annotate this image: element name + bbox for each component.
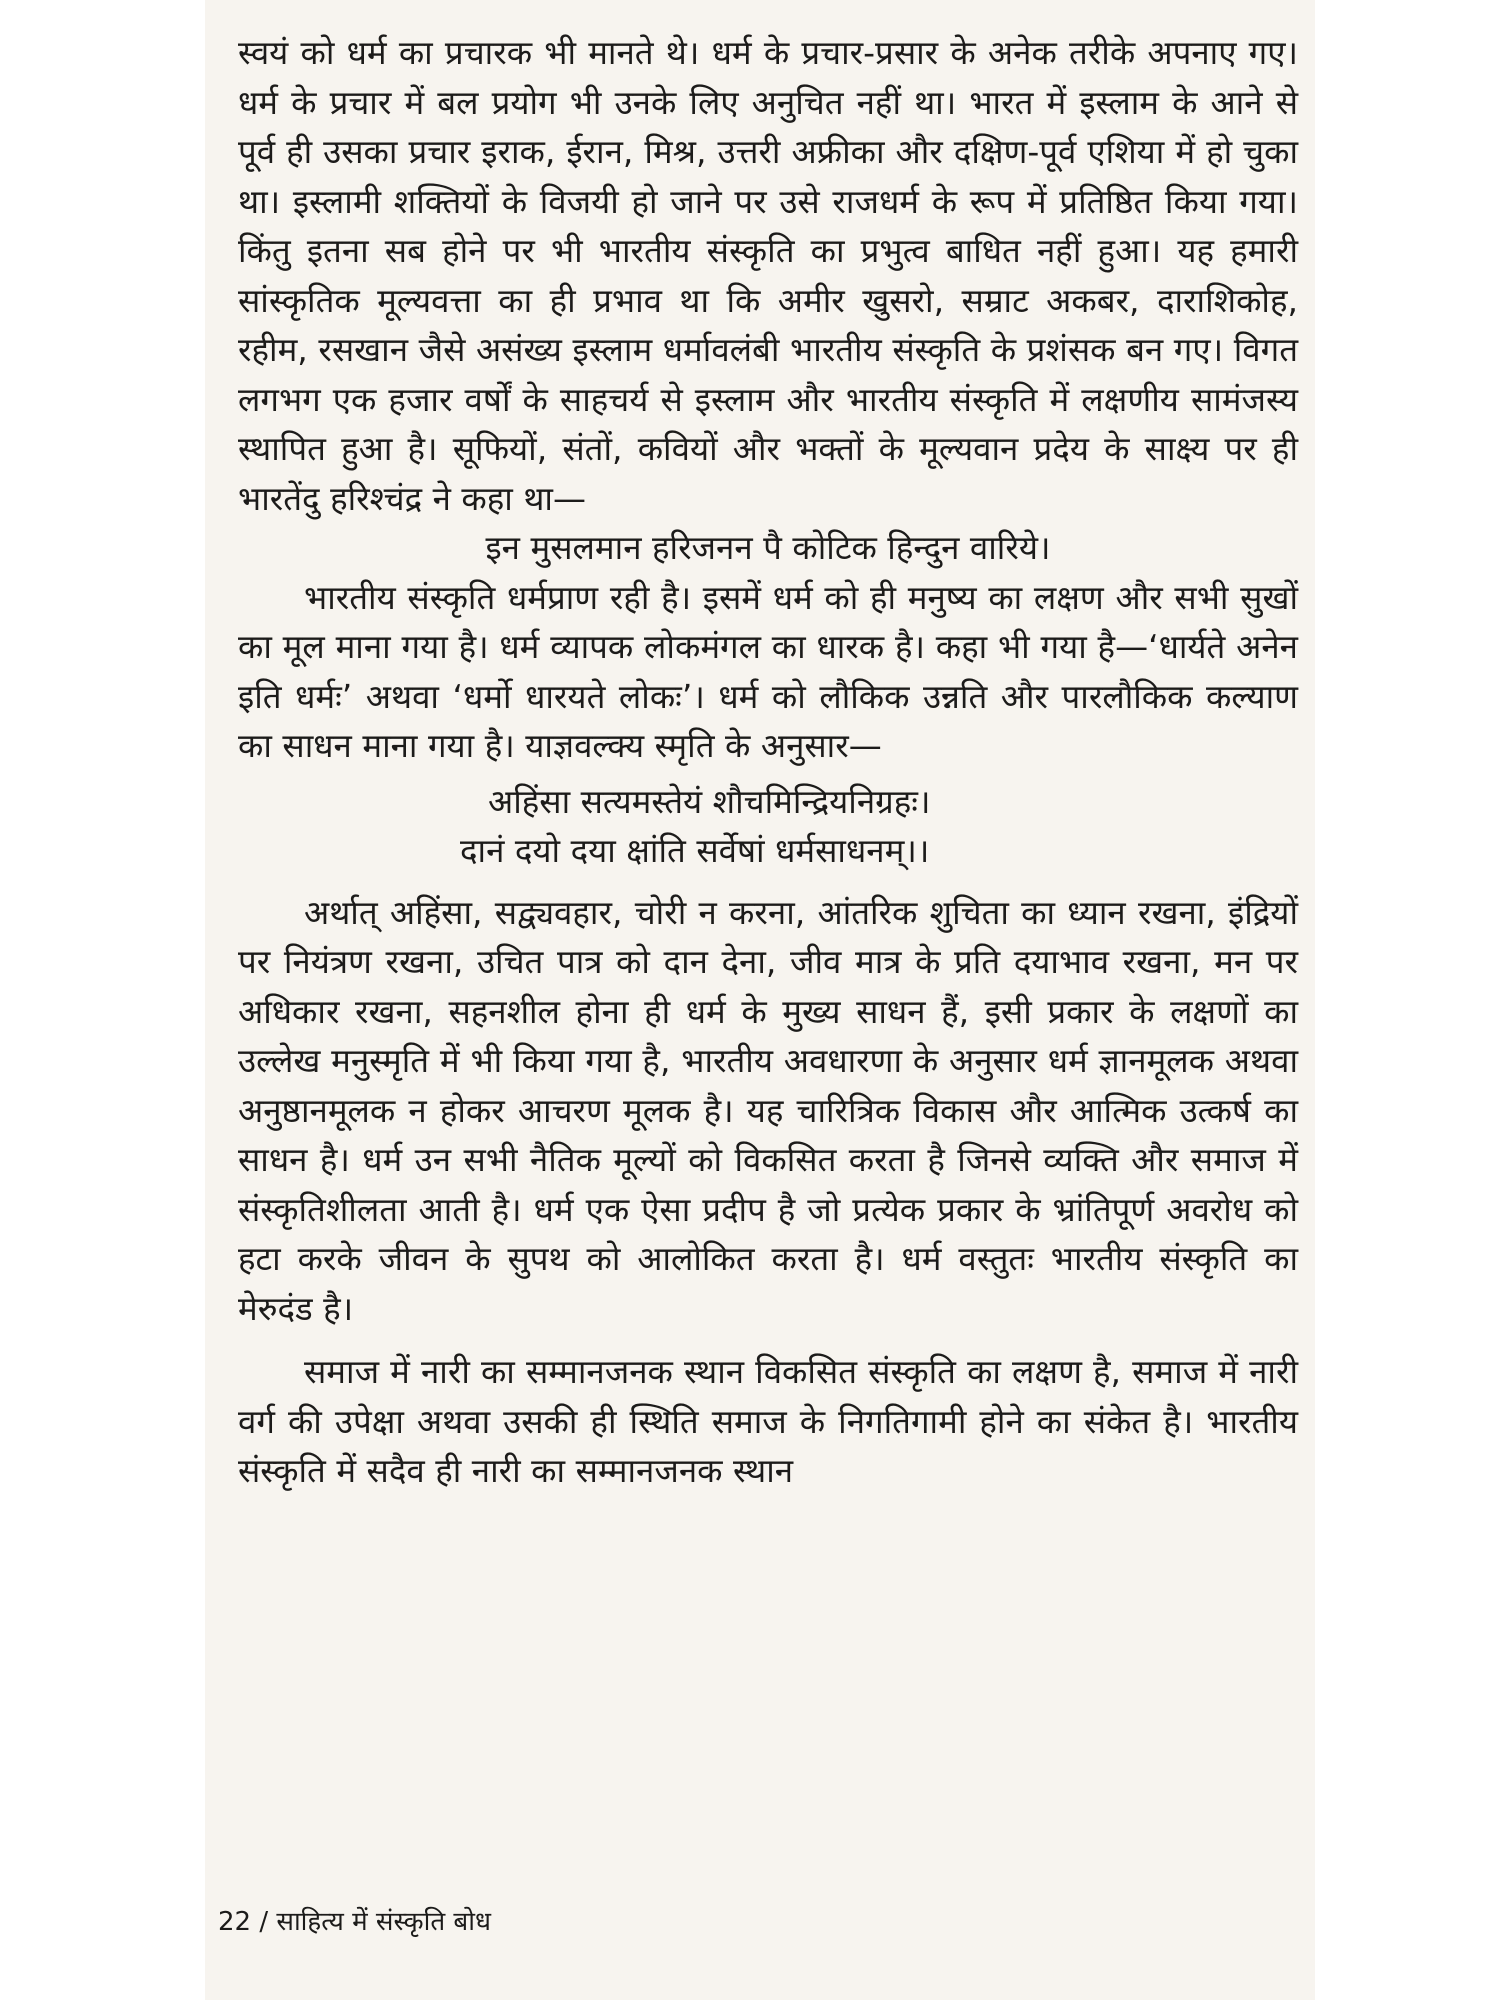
paragraph-women: समाज में नारी का सम्मानजनक स्थान विकसित संस्कृति का लक्षण है, समाज में नारी वर्ग की उपेक्षा अथवा उसकी ही स्थिति समाज के निगतिगामी होने का संकेत है। भारतीय संस्कृति में सदैव ही नारी का सम्मानजनक स्थान xyxy=(238,1352,1298,1490)
page-body xyxy=(238,28,1298,1496)
page-footer: 22 / साहित्य में संस्कृति बोध xyxy=(218,1907,491,1937)
paragraph-meaning: अर्थात् अहिंसा, सद्व्यवहार, चोरी न करना, आंतरिक शुचिता का ध्यान रखना, इंद्रियों पर नियंत्रण रखना, उचित पात्र को दान देना, जीव मात्र के प्रति दयाभाव रखना, मन पर अधिकार रखना, सहनशील होना ही धर्म के मुख्य साधन हैं, इसी प्रकार के लक्षणों का उल्लेख मनुस्मृति में भी किया गया है, भारतीय अवधारणा के अनुसार धर्म ज्ञानमूलक अथवा अनुष्ठानमूलक न होकर आचरण मूलक है। यह चारित्रिक विकास और आत्मिक उत्कर्ष का साधन है। धर्म उन सभी नैतिक मूल्यों को विकसित करता है जिनसे व्यक्ति और समाज में संस्कृतिशीलता आती है। धर्म एक ऐसा प्रदीप है जो प्रत्येक प्रकार के भ्रांतिपूर्ण अवरोध को हटा करके जीवन के सुपथ को आलोकित करता है। धर्म वस्तुतः भारतीय संस्कृति का मेरुदंड है। xyxy=(238,892,1298,1328)
verse-line-2: दानं दयो दया क्षांति सर्वेषां धर्मसाधनम्।। xyxy=(460,831,930,870)
quote-bharatendu: इन मुसलमान हरिजनन पै कोटिक हिन्दुन वारिये। xyxy=(485,528,1051,567)
verse-line-1: अहिंसा सत्यमस्तेयं शौचमिन्द्रियनिग्रहः। xyxy=(488,781,931,821)
paragraph-dharma: भारतीय संस्कृति धर्मप्राण रही है। इसमें धर्म को ही मनुष्य का लक्षण और सभी सुखों का मूल माना गया है। धर्म व्यापक लोकमंगल का धारक है। कहा भी गया है—‘धार्यते अनेन इति धर्मः’ अथवा ‘धर्मो धारयते लोकः’। धर्म को लौकिक उन्नति और पारलौकिक कल्याण का साधन माना गया है। याज्ञवल्क्य स्मृति के अनुसार— xyxy=(238,577,1298,765)
paragraph-islam-spread: स्वयं को धर्म का प्रचारक भी मानते थे। धर्म के प्रचार-प्रसार के अनेक तरीके अपनाए गए। धर्म के प्रचार में बल प्रयोग भी उनके लिए अनुचित नहीं था। भारत में इस्लाम के आने से पूर्व ही उसका प्रचार इराक, ईरान, मिश्र, उत्तरी अफ्रीका और दक्षिण-पूर्व एशिया में हो चुका था। इस्लामी शक्तियों के विजयी हो जाने पर उसे राजधर्म के रूप में प्रतिष्ठित किया गया। किंतु इतना सब होने पर भी भारतीय संस्कृति का प्रभुत्व बाधित नहीं हुआ। यह हमारी सांस्कृतिक मूल्यवत्ता का ही प्रभाव था कि अमीर खुसरो, सम्राट अकबर, दाराशिकोह, रहीम, रसखान जैसे असंख्य इस्लाम धर्मावलंबी भारतीय संस्कृति के प्रशंसक बन गए। विगत लगभग एक हजार वर्षों के साहचर्य से इस्लाम और भारतीय संस्कृति में लक्षणीय सामंजस्य स्थापित हुआ है। सूफियों, संतों, कवियों और भक्तों के मूल्यवान प्रदेय के साक्ष्य पर ही भारतेंदु हरिश्चंद्र ने कहा था— xyxy=(238,33,1298,518)
